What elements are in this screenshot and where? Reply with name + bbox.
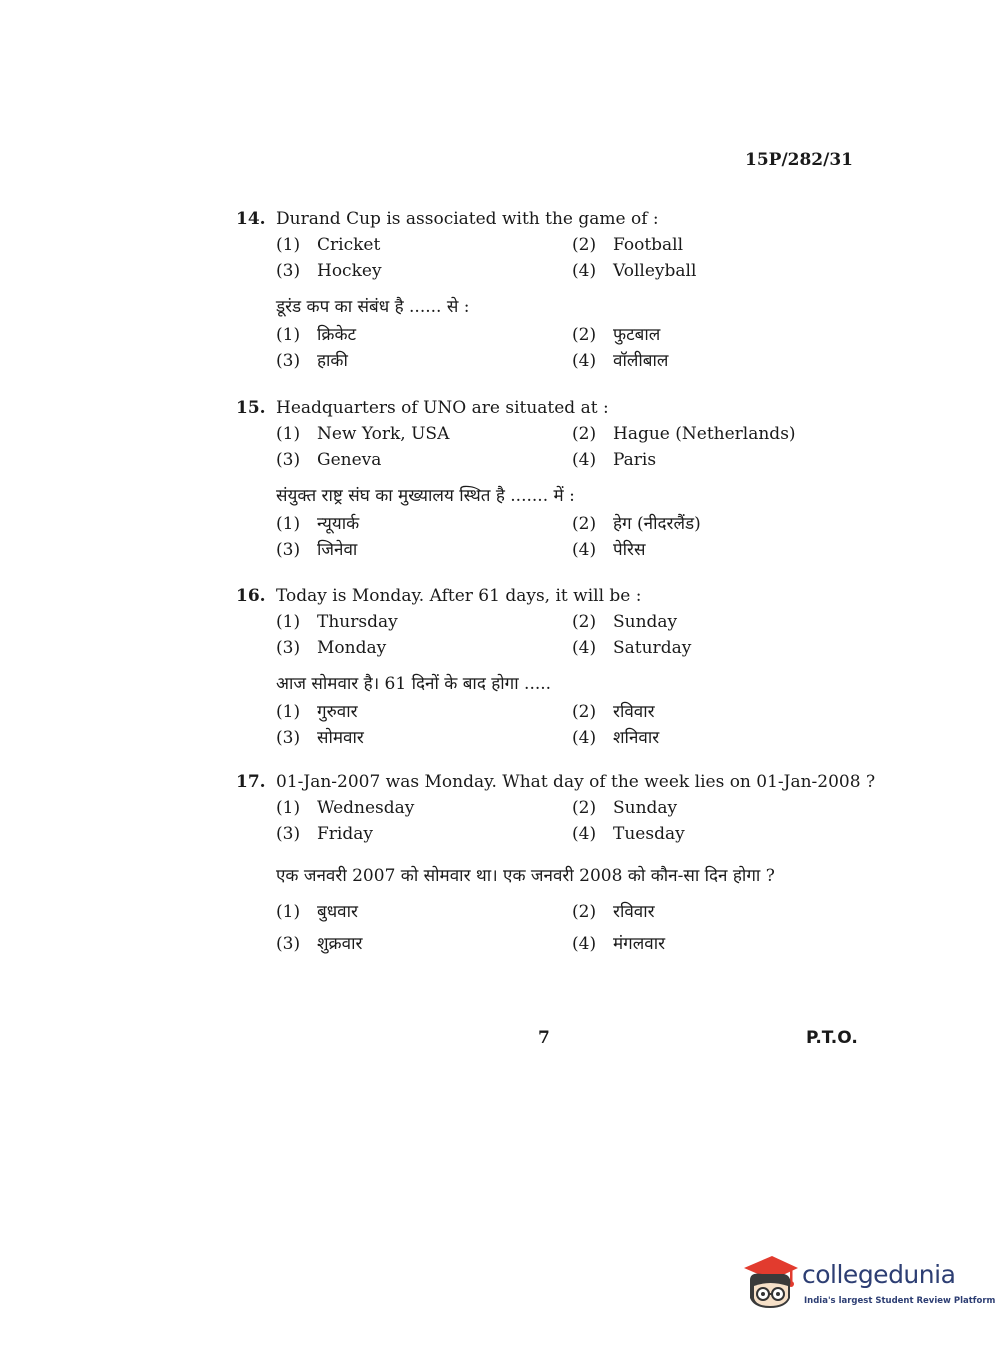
option-1: (1) Cricket: [276, 235, 381, 255]
hindi-option-3: (3) शुक्रवार: [276, 934, 363, 954]
option-2: (2) Sunday: [572, 612, 678, 632]
option-4: (4) Volleyball: [572, 261, 697, 281]
hindi-option-2: (2) फुटबाल: [572, 325, 661, 345]
hindi-option-2: (2) रविवार: [572, 902, 655, 922]
hindi-option-2: (2) रविवार: [572, 702, 655, 722]
question-14: [236, 206, 876, 374]
option-4: (4) Tuesday: [572, 824, 685, 844]
logo-tagline: India's largest Student Review Platform: [804, 1296, 996, 1306]
option-3: (3) Monday: [276, 638, 387, 658]
hindi-option-3: (3) जिनेवा: [276, 540, 358, 560]
option-1: (1) Wednesday: [276, 798, 415, 818]
question-number: 16.: [236, 586, 266, 606]
question-number: 17.: [236, 772, 266, 792]
paper-code: 15P/282/31: [745, 150, 854, 170]
hindi-question-text: आज सोमवार है। 61 दिनों के बाद होगा .....: [276, 674, 552, 694]
pto-label: P.T.O.: [806, 1028, 858, 1048]
question-text: Durand Cup is associated with the game of :: [276, 209, 659, 229]
option-2: (2) Sunday: [572, 798, 678, 818]
question-17: [236, 769, 876, 957]
question-text: Headquarters of UNO are situated at :: [276, 398, 609, 418]
hindi-option-4: (4) वॉलीबाल: [572, 351, 669, 371]
option-2: (2) Football: [572, 235, 684, 255]
option-3: (3) Hockey: [276, 261, 382, 281]
logo-wordmark: collegedunia: [802, 1260, 956, 1289]
option-1: (1) New York, USA: [276, 424, 450, 444]
hindi-question-text: डूरंड कप का संबंध है ...... से :: [276, 297, 470, 317]
page-number: 7: [538, 1028, 550, 1048]
question-number: 14.: [236, 209, 266, 229]
hindi-option-3: (3) सोमवार: [276, 728, 364, 748]
hindi-option-4: (4) मंगलवार: [572, 934, 666, 954]
collegedunia-logo[interactable]: [742, 1252, 996, 1318]
hindi-option-1: (1) न्यूयार्क: [276, 514, 360, 534]
option-3: (3) Geneva: [276, 450, 382, 470]
hindi-option-4: (4) पेरिस: [572, 540, 646, 560]
hindi-option-3: (3) हाकी: [276, 351, 348, 371]
question-number: 15.: [236, 398, 266, 418]
hindi-option-2: (2) हेग (नीदरलैंड): [572, 514, 701, 534]
graduate-mascot-icon: [742, 1252, 800, 1312]
hindi-option-1: (1) क्रिकेट: [276, 325, 357, 345]
hindi-question-text: एक जनवरी 2007 को सोमवार था। एक जनवरी 2008 को कौन-सा दिन होगा ?: [276, 866, 775, 886]
question-16: [236, 583, 876, 751]
option-3: (3) Friday: [276, 824, 373, 844]
hindi-question-text: संयुक्त राष्ट्र संघ का मुख्यालय स्थित है ....... में :: [276, 486, 575, 506]
hindi-option-4: (4) शनिवार: [572, 728, 660, 748]
question-text: 01-Jan-2007 was Monday. What day of the week lies on 01-Jan-2008 ?: [276, 772, 876, 792]
option-2: (2) Hague (Netherlands): [572, 424, 796, 444]
option-4: (4) Paris: [572, 450, 657, 470]
question-15: [236, 395, 876, 563]
option-1: (1) Thursday: [276, 612, 398, 632]
option-4: (4) Saturday: [572, 638, 692, 658]
hindi-option-1: (1) बुधवार: [276, 902, 358, 922]
question-text: Today is Monday. After 61 days, it will be :: [276, 586, 642, 606]
hindi-option-1: (1) गुरुवार: [276, 702, 358, 722]
